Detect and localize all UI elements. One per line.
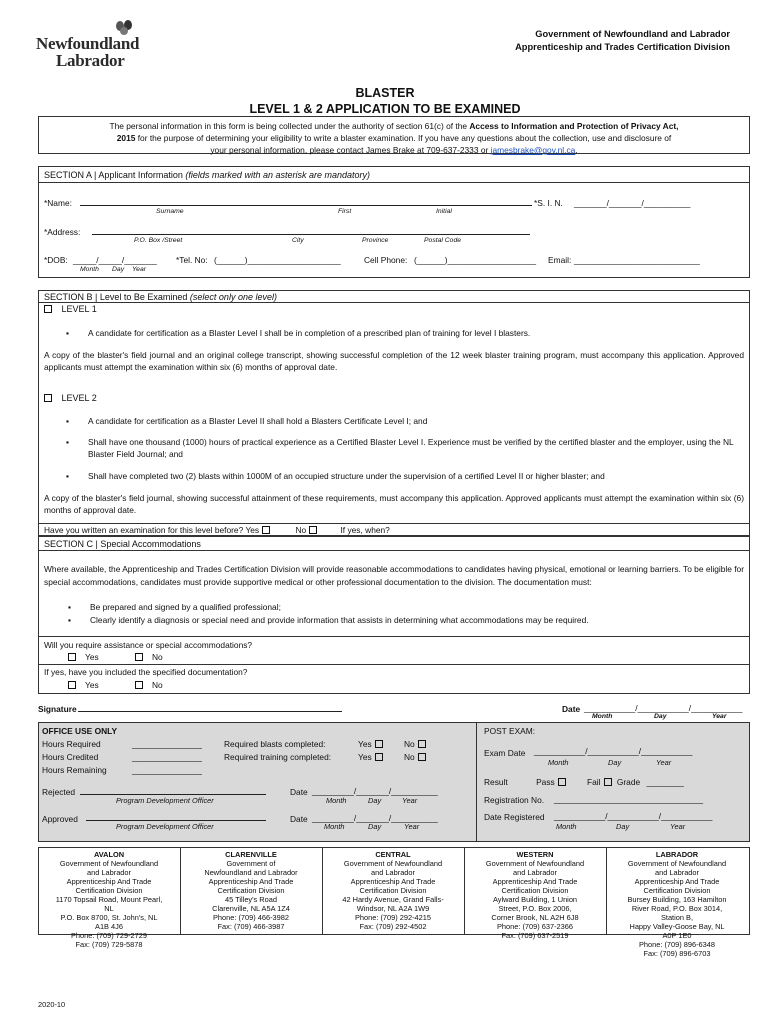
exam-before-yes-label: Yes bbox=[245, 525, 260, 535]
address-label: *Address: bbox=[44, 227, 81, 237]
level-1-bullet: ▪ A candidate for certification as a Blaster Level I shall be in completion of a prescribed plan of training for level I blasters. bbox=[88, 328, 738, 338]
region-address-line: Fax: (709) 637-2519 bbox=[501, 931, 569, 940]
hours-remaining-label: Hours Remaining bbox=[42, 765, 107, 775]
caption-province: Province bbox=[362, 237, 389, 244]
exam-caption-day: Day bbox=[608, 758, 622, 767]
address-field[interactable] bbox=[92, 234, 530, 235]
result-row bbox=[484, 777, 684, 787]
rejected-date-label: Date bbox=[290, 787, 308, 797]
region-address-line: Certification Division bbox=[643, 886, 711, 895]
form-title-2: LEVEL 1 & 2 APPLICATION TO BE EXAMINED bbox=[249, 102, 521, 116]
approved-label: Approved bbox=[42, 814, 78, 824]
form-title-1: BLASTER bbox=[355, 86, 415, 100]
level-2-note: A copy of the blaster's field journal, showing successful attainment of these requirements, must accompany this application. Approved applicants must attempt the examination within six (6) months of approval date. bbox=[44, 493, 744, 515]
date-registered-label: Date Registered bbox=[484, 812, 545, 822]
region-address-line: Apprenticeship And Trade bbox=[634, 877, 720, 886]
region-address-line: Phone: (709) 729-2729 bbox=[70, 931, 148, 940]
exam-before-label: Have you written an examination for this level before? bbox=[44, 525, 244, 535]
caption-dob-month: Month bbox=[80, 266, 99, 273]
privacy-text-2: for the purpose of determining your eligibility to write a blaster examination. If you have any questions about the collection, use and disclosure of bbox=[135, 133, 672, 143]
hours-remaining-field[interactable]: _______________ bbox=[132, 765, 202, 775]
cell-field[interactable]: (______)___________________ bbox=[414, 255, 537, 265]
hours-credited-label: Hours Credited bbox=[42, 752, 99, 762]
accommodations-paragraph: Where available, the Apprenticeship and Trades Certification Division will provide reasonable accommodations to candidates having physical, emotional or learning barriers. To be eligible for special accommodations, candidates must provide supportive medical or other professional documentation to the division. The documentation must: bbox=[44, 564, 744, 587]
office-divider bbox=[476, 722, 477, 842]
section-b-heading bbox=[44, 292, 277, 302]
rejected-caption-year: Year bbox=[402, 796, 418, 805]
accommodations-q1: Will you require assistance or special accommodations? bbox=[44, 640, 253, 650]
grade-label: Grade bbox=[616, 777, 641, 787]
region-office-western bbox=[464, 850, 606, 940]
accommodations-bullet-2: ▪ Clearly identify a diagnosis or special need and provide information that assists in determining what accommodations may be required. bbox=[90, 615, 740, 625]
region-address-line: Fax: (709) 292-4502 bbox=[359, 922, 427, 931]
region-address-line: Phone: (709) 637-2366 bbox=[496, 922, 574, 931]
exam-date-field[interactable]: ___________/___________/___________ bbox=[534, 746, 693, 756]
section-a-divider bbox=[38, 182, 750, 183]
region-address-line: Aylward Building, 1 Union bbox=[492, 895, 578, 904]
q2-no-label: No bbox=[152, 680, 163, 690]
privacy-text bbox=[40, 120, 748, 156]
training-no-checkbox[interactable] bbox=[418, 753, 426, 761]
tel-field[interactable]: (______)____________________ bbox=[214, 255, 341, 265]
privacy-text-end: . bbox=[575, 145, 578, 155]
caption-postal: Postal Code bbox=[424, 237, 462, 244]
region-address-line: Fax: (709) 729-5878 bbox=[75, 940, 143, 949]
signature-date-label: Date bbox=[562, 704, 581, 714]
grade-field[interactable]: ________ bbox=[646, 777, 684, 787]
region-name: WESTERN bbox=[516, 850, 554, 859]
sin-field[interactable]: _______/_______/__________ bbox=[574, 198, 691, 208]
region-address-line: River Road, P.O. Box 3014, bbox=[631, 904, 723, 913]
sin-label: *S. I. N. bbox=[534, 198, 563, 208]
region-name: LABRADOR bbox=[655, 850, 699, 859]
pass-label: Pass bbox=[536, 777, 555, 787]
training-yes-checkbox[interactable] bbox=[375, 753, 383, 761]
training-yes-label: Yes bbox=[358, 752, 372, 762]
region-address-line: NL bbox=[104, 904, 114, 913]
region-address-line: A0P 1E0 bbox=[662, 931, 692, 940]
exam-before-no-checkbox[interactable] bbox=[309, 526, 317, 534]
fail-checkbox[interactable] bbox=[604, 778, 612, 786]
tel-label: *Tel. No: bbox=[176, 255, 208, 265]
accommodations-q2-divider bbox=[38, 664, 750, 665]
reg-caption-day: Day bbox=[616, 822, 630, 831]
approved-date-label: Date bbox=[290, 814, 308, 824]
caption-surname: Surname bbox=[156, 208, 184, 215]
q1-no-checkbox[interactable] bbox=[135, 653, 143, 661]
exam-before-yes-checkbox[interactable] bbox=[262, 526, 270, 534]
hours-credited-field[interactable]: _______________ bbox=[132, 752, 202, 762]
region-address-line: Happy Valley-Goose Bay, NL bbox=[629, 922, 725, 931]
accommodations-bullet-1: ▪ Be prepared and signed by a qualified professional; bbox=[90, 602, 740, 612]
caption-dob-year: Year bbox=[132, 266, 146, 273]
training-no-label: No bbox=[404, 752, 415, 762]
level-1-note: A copy of the blaster's field journal and an original college transcript, showing successful completion of the 12 week blaster training program, must accompany this application. Approved applicants must attempt the examination within six (6) months of approval date. bbox=[44, 350, 744, 372]
hours-required-field[interactable]: _______________ bbox=[132, 739, 202, 749]
region-address-line: A1B 4J6 bbox=[95, 922, 123, 931]
region-address-line: Fax: (709) 466-3987 bbox=[217, 922, 285, 931]
privacy-act-name: Access to Information and Protection of Privacy Act, bbox=[469, 121, 679, 131]
exam-before-no-label: No bbox=[295, 525, 307, 535]
q2-no-checkbox[interactable] bbox=[135, 681, 143, 689]
approved-officer-caption: Program Development Officer bbox=[116, 822, 214, 831]
region-office-labrador bbox=[606, 850, 748, 958]
level-2-bullet-1: ▪ A candidate for certification as a Blaster Level II shall hold a Blasters Certificate Level I; and bbox=[88, 416, 738, 426]
region-address-line: Windsor, NL A2A 1W9 bbox=[356, 904, 430, 913]
cell-label: Cell Phone: bbox=[364, 255, 408, 265]
hours-required-label: Hours Required bbox=[42, 739, 101, 749]
level-2-option[interactable] bbox=[44, 393, 97, 403]
region-address-line: and Labrador bbox=[655, 868, 699, 877]
region-address-line: Government of Newfoundland bbox=[485, 859, 585, 868]
approved-caption-month: Month bbox=[324, 822, 345, 831]
email-label: Email: bbox=[548, 255, 572, 265]
region-name: CENTRAL bbox=[375, 850, 411, 859]
name-label: *Name: bbox=[44, 198, 72, 208]
email-field[interactable]: ___________________________ bbox=[574, 255, 700, 265]
region-address-line: Phone: (709) 896-6348 bbox=[638, 940, 716, 949]
section-c-divider bbox=[38, 550, 750, 551]
q2-yes-label: Yes bbox=[85, 680, 99, 690]
privacy-act-year: 2015 bbox=[116, 133, 136, 143]
region-name: AVALON bbox=[93, 850, 125, 859]
region-address-line: Government of Newfoundland bbox=[59, 859, 159, 868]
reg-caption-year: Year bbox=[670, 822, 686, 831]
post-exam-heading: POST EXAM: bbox=[484, 726, 536, 736]
training-completed-label: Required training completed: bbox=[224, 752, 332, 762]
privacy-text-3: your personal information, please contact James Brake at 709-637-2333 or bbox=[210, 145, 491, 155]
level-1-option[interactable] bbox=[44, 304, 97, 314]
registration-no-field[interactable]: ________________________________ bbox=[554, 794, 704, 804]
section-c-heading: SECTION C | Special Accommodations bbox=[44, 539, 201, 549]
region-address-line: Phone: (709) 466-3982 bbox=[212, 913, 290, 922]
logo-line-2: Labrador bbox=[56, 51, 125, 70]
region-address-line: and Labrador bbox=[513, 868, 557, 877]
name-field[interactable] bbox=[80, 205, 532, 206]
q2-yes-checkbox[interactable] bbox=[68, 681, 76, 689]
level-1-label: LEVEL 1 bbox=[61, 304, 97, 314]
approved-caption-year: Year bbox=[404, 822, 420, 831]
gov-line-2: Apprenticeship and Trades Certification Division bbox=[515, 42, 730, 52]
section-a-title: SECTION A | Applicant Information bbox=[44, 170, 183, 180]
section-b-title: SECTION B | Level to Be Examined bbox=[44, 292, 188, 302]
region-address-line: Apprenticeship And Trade bbox=[350, 877, 436, 886]
q1-yes-label: Yes bbox=[85, 652, 99, 662]
sig-caption-year: Year bbox=[712, 713, 727, 720]
blasts-no-label: No bbox=[404, 739, 415, 749]
blasts-no-checkbox[interactable] bbox=[418, 740, 426, 748]
section-b-divider bbox=[38, 302, 750, 303]
region-office-avalon bbox=[38, 850, 180, 949]
approved-caption-day: Day bbox=[368, 822, 382, 831]
rejected-date-field[interactable]: _________/_______/__________ bbox=[312, 786, 438, 796]
region-address-line: Apprenticeship And Trade bbox=[208, 877, 294, 886]
logo-line-1: Newfoundland bbox=[36, 34, 140, 53]
caption-city: City bbox=[292, 237, 304, 244]
pass-checkbox[interactable] bbox=[558, 778, 566, 786]
region-address-line: Apprenticeship And Trade bbox=[66, 877, 152, 886]
section-a-heading bbox=[44, 170, 370, 180]
dob-label: *DOB: bbox=[44, 255, 68, 265]
exam-question-divider bbox=[38, 523, 750, 524]
fail-label: Fail bbox=[587, 777, 601, 787]
region-address-line: Certification Division bbox=[217, 886, 285, 895]
approved-date-field[interactable]: _________/_______/__________ bbox=[312, 813, 438, 823]
region-address-line: Clarenville, NL A5A 1Z4 bbox=[212, 904, 290, 913]
region-address-line: Station B, bbox=[660, 913, 694, 922]
date-registered-field[interactable]: ___________/___________/___________ bbox=[554, 811, 713, 821]
blasts-yes-label: Yes bbox=[358, 739, 372, 749]
region-address-line: Apprenticeship And Trade bbox=[492, 877, 578, 886]
accommodations-q2: If yes, have you included the specified documentation? bbox=[44, 667, 248, 677]
region-address-line: and Labrador bbox=[87, 868, 131, 877]
rejected-caption-day: Day bbox=[368, 796, 382, 805]
region-address-line: Government of Newfoundland bbox=[627, 859, 727, 868]
caption-pobox: P.O. Box /Street bbox=[134, 237, 183, 244]
sig-caption-day: Day bbox=[654, 713, 667, 720]
caption-first: First bbox=[338, 208, 352, 215]
region-address-line: Phone: (709) 292-4215 bbox=[354, 913, 432, 922]
exam-before-when-label: If yes, when? bbox=[340, 525, 390, 535]
accommodations-q1-divider bbox=[38, 636, 750, 637]
region-office-central bbox=[322, 850, 464, 931]
privacy-text-1: The personal information in this form is being collected under the authority of section 61(c) of the bbox=[109, 121, 470, 131]
rejected-label: Rejected bbox=[42, 787, 76, 797]
region-office-clarenville bbox=[180, 850, 322, 931]
result-label: Result bbox=[484, 777, 508, 787]
signature-date-field[interactable]: ___________/___________/___________ bbox=[584, 703, 743, 713]
exam-caption-month: Month bbox=[548, 758, 569, 767]
blasts-answers bbox=[358, 739, 429, 749]
region-address-line: Certification Division bbox=[359, 886, 427, 895]
rejected-caption-month: Month bbox=[326, 796, 347, 805]
blasts-completed-label: Required blasts completed: bbox=[224, 739, 326, 749]
department-header bbox=[515, 28, 730, 54]
q1-yes-checkbox[interactable] bbox=[68, 653, 76, 661]
signature-label: Signature bbox=[38, 704, 77, 714]
privacy-email-link[interactable]: jamesbrake@gov.nl.ca bbox=[490, 145, 576, 155]
region-address-line: Certification Division bbox=[501, 886, 569, 895]
approved-signature-field[interactable] bbox=[86, 820, 266, 821]
region-name: CLARENVILLE bbox=[225, 850, 277, 859]
region-address-line: Newfoundland and Labrador bbox=[204, 868, 298, 877]
exam-date-label: Exam Date bbox=[484, 748, 526, 758]
exam-before-question bbox=[44, 525, 390, 535]
rejected-signature-field[interactable] bbox=[80, 794, 266, 795]
region-address-line: 45 Tilley's Road bbox=[225, 895, 277, 904]
level-2-bullet-3: ▪ Shall have completed two (2) blasts within 1000M of an occupied structure under the supervision of a certified Level II or higher blaster; and bbox=[88, 471, 744, 481]
gov-line-1: Government of Newfoundland and Labrador bbox=[535, 29, 730, 39]
region-address-line: Certification Division bbox=[75, 886, 143, 895]
region-address-line: Government of Newfoundland bbox=[343, 859, 443, 868]
level-2-bullet-2: ▪ Shall have one thousand (1000) hours of practical experience as a Certified Blaster Level I. Experience must be verified by the certified blaster and the employer, using the NL Blaster Field Journal; and bbox=[88, 436, 744, 460]
level-2-checkbox[interactable] bbox=[44, 394, 52, 402]
region-address-line: 1170 Topsail Road, Mount Pearl, bbox=[55, 895, 163, 904]
dob-field[interactable]: _____/_____/_______ bbox=[73, 255, 157, 265]
level-1-checkbox[interactable] bbox=[44, 305, 52, 313]
reg-caption-month: Month bbox=[556, 822, 577, 831]
section-a-note: (fields marked with an asterisk are mandatory) bbox=[185, 170, 370, 180]
region-address-line: Street, P.O. Box 2006, bbox=[498, 904, 572, 913]
form-version: 2020-10 bbox=[38, 1000, 66, 1009]
sig-caption-month: Month bbox=[592, 713, 613, 720]
region-address-line: Fax: (709) 896-6703 bbox=[643, 949, 711, 958]
region-address-line: Bursey Building, 163 Hamilton bbox=[627, 895, 727, 904]
region-address-line: 42 Hardy Avenue, Grand Falls- bbox=[342, 895, 444, 904]
accommodations-q1-answers bbox=[68, 652, 163, 662]
rejected-officer-caption: Program Development Officer bbox=[116, 796, 214, 805]
exam-caption-year: Year bbox=[656, 758, 672, 767]
nl-logo bbox=[36, 20, 146, 68]
region-address-line: Government of bbox=[226, 859, 276, 868]
caption-initial: Initial bbox=[436, 208, 452, 215]
training-answers bbox=[358, 752, 429, 762]
region-address-line: and Labrador bbox=[371, 868, 415, 877]
registration-no-label: Registration No. bbox=[484, 795, 545, 805]
blasts-yes-checkbox[interactable] bbox=[375, 740, 383, 748]
section-b-note: (select only one level) bbox=[189, 292, 277, 302]
level-2-label: LEVEL 2 bbox=[61, 393, 97, 403]
office-use-heading: OFFICE USE ONLY bbox=[42, 726, 118, 736]
accommodations-q2-answers bbox=[68, 680, 163, 690]
q1-no-label: No bbox=[152, 652, 163, 662]
caption-dob-day: Day bbox=[112, 266, 125, 273]
region-address-line: P.O. Box 8700, St. John's, NL bbox=[60, 913, 158, 922]
signature-field[interactable] bbox=[78, 711, 342, 712]
region-address-line: Corner Brook, NL A2H 6J8 bbox=[491, 913, 579, 922]
